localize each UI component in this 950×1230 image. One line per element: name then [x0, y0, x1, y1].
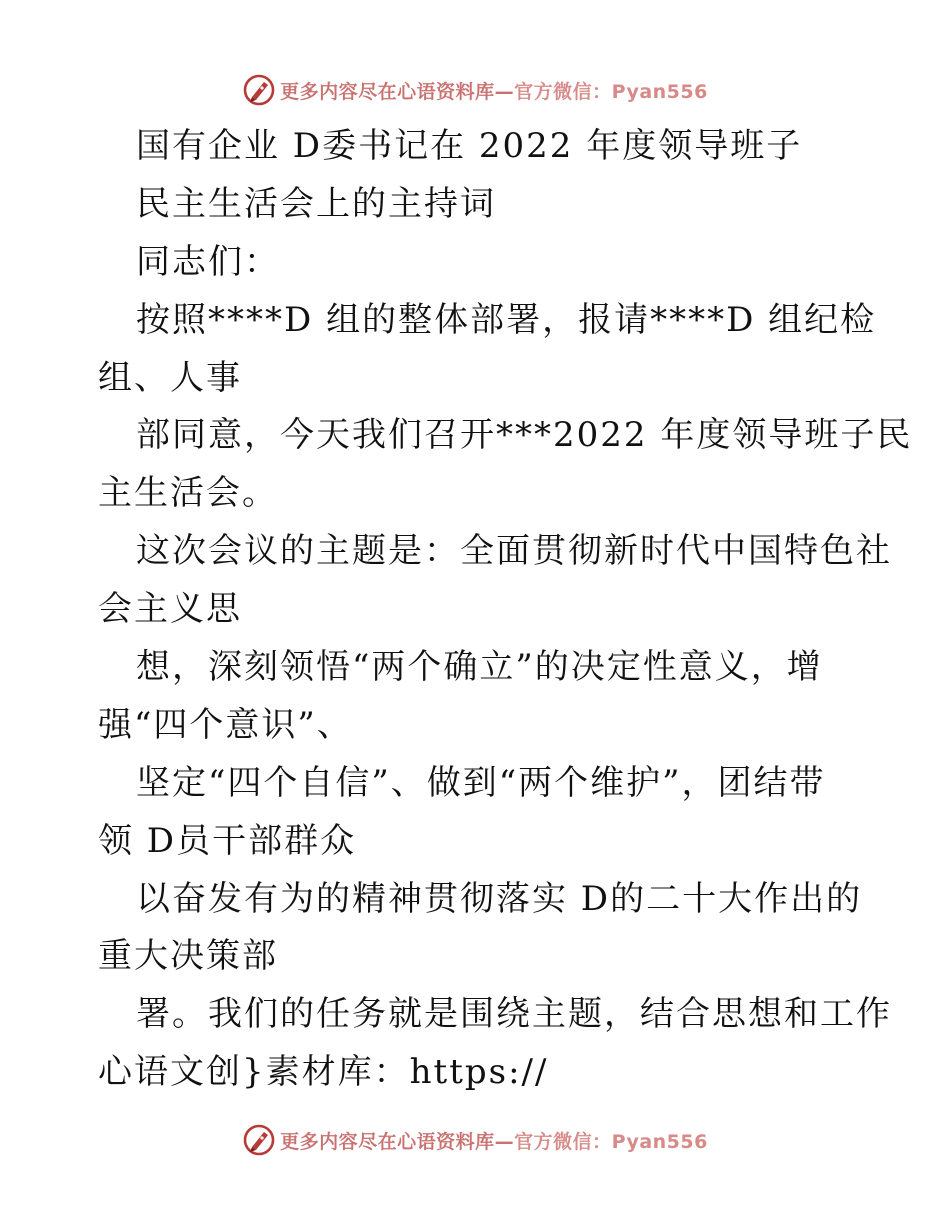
- document-line: 署。我们的任务就是围绕主题，结合思想和工作: [136, 994, 892, 1035]
- banner-separator: —: [494, 1130, 515, 1153]
- pen-nib-circle-logo-icon: [242, 73, 276, 107]
- document-line: 会主义思: [98, 589, 242, 630]
- banner-text: [280, 77, 708, 104]
- pen-nib-circle-logo-icon: [242, 1123, 276, 1157]
- footer-watermark-banner: [0, 1120, 950, 1160]
- document-line: 部同意，今天我们召开***2022 年度领导班子民: [136, 415, 913, 456]
- document-line: 组、人事: [98, 357, 242, 398]
- document-line: 按照****D 组的整体部署，报请****D 组纪检: [136, 299, 877, 340]
- document-line: 领 D员干部群众: [98, 820, 357, 861]
- banner-main-text: 更多内容尽在心语资料库: [280, 1130, 495, 1153]
- banner-text: [280, 1127, 708, 1154]
- document-line: 同志们：: [136, 241, 280, 282]
- document-line: 重大决策部: [98, 936, 278, 977]
- banner-wechat-text: 官方微信：Pyan556: [514, 1130, 708, 1153]
- banner-separator: —: [494, 80, 515, 103]
- banner-main-text: 更多内容尽在心语资料库: [280, 80, 495, 103]
- header-watermark-banner: [0, 70, 950, 110]
- document-line: 民主生活会上的主持词: [136, 183, 496, 224]
- document-line: 心语文创}素材库：https://: [98, 1052, 549, 1093]
- document-line: 强“四个意识”、: [98, 704, 353, 745]
- document-line: 以奋发有为的精神贯彻落实 D的二十大作出的: [136, 878, 863, 919]
- document-line: 国有企业 D委书记在 2022 年度领导班子: [136, 126, 803, 166]
- document-line: 想，深刻领悟“两个确立”的决定性意义，增: [136, 647, 823, 688]
- document-line: 这次会议的主题是：全面贯彻新时代中国特色社: [136, 531, 892, 572]
- document-body: [98, 118, 913, 1102]
- document-line: 坚定“四个自信”、做到“两个维护”，团结带: [136, 762, 826, 803]
- banner-wechat-text: 官方微信：Pyan556: [514, 80, 708, 103]
- document-line: 主生活会。: [98, 473, 278, 514]
